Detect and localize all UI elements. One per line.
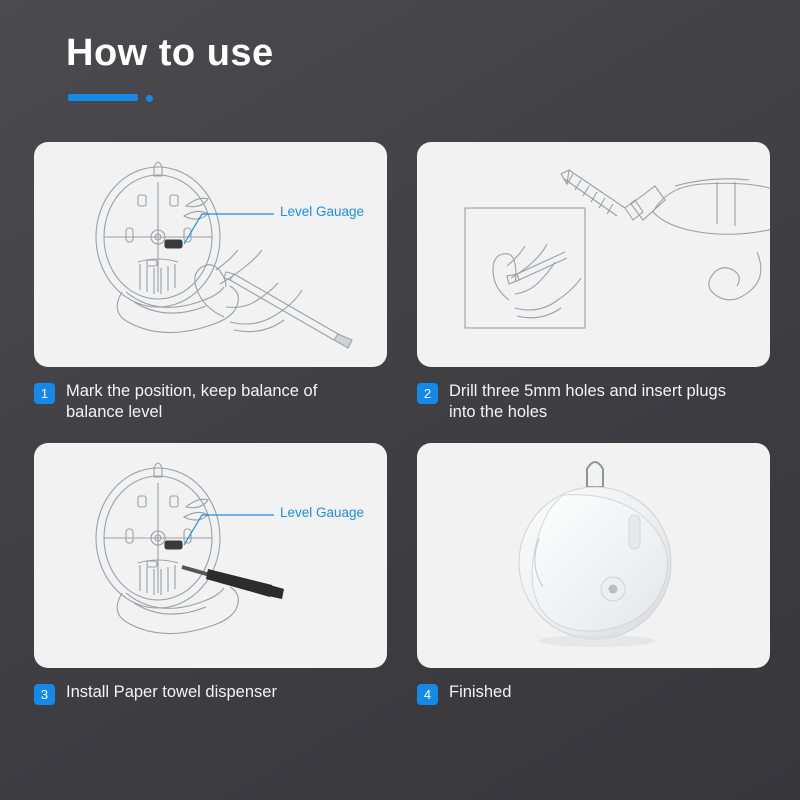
title-underline-bar xyxy=(68,94,138,101)
dispenser-open-with-pencil-icon xyxy=(34,142,387,367)
step-2 xyxy=(417,142,770,427)
step-1-number: 1 xyxy=(34,383,55,404)
step-4-caption-text: Finished xyxy=(449,683,512,701)
step-4-number: 4 xyxy=(417,684,438,705)
step-2-number: 2 xyxy=(417,383,438,404)
step-3 xyxy=(34,443,387,728)
step-3-caption-text: Install Paper towel dispenser xyxy=(66,683,277,701)
step-2-caption-text: Drill three 5mm holes and insert plugs into the holes xyxy=(449,382,726,421)
step-1-level-gauge-label: Level Gauage xyxy=(280,204,365,219)
step-1-illustration-card xyxy=(34,142,387,367)
step-3-level-gauge-label: Level Gauage xyxy=(280,505,365,520)
dispenser-with-screwdriver-icon xyxy=(34,443,387,668)
title-underline-dot xyxy=(146,95,153,102)
step-4-caption xyxy=(417,682,770,728)
step-1 xyxy=(34,142,387,427)
step-4-illustration-card xyxy=(417,443,770,668)
step-3-illustration-card xyxy=(34,443,387,668)
step-2-caption xyxy=(417,381,770,427)
dispenser-closed-icon xyxy=(417,443,770,668)
step-3-caption xyxy=(34,682,387,728)
step-2-illustration-card xyxy=(417,142,770,367)
step-1-caption xyxy=(34,381,387,427)
steps-grid xyxy=(34,142,770,728)
step-3-number: 3 xyxy=(34,684,55,705)
electric-drill-icon xyxy=(417,142,770,367)
step-4 xyxy=(417,443,770,728)
page-title: How to use xyxy=(66,32,274,74)
step-1-caption-text: Mark the position, keep balance of balance level xyxy=(66,382,318,421)
